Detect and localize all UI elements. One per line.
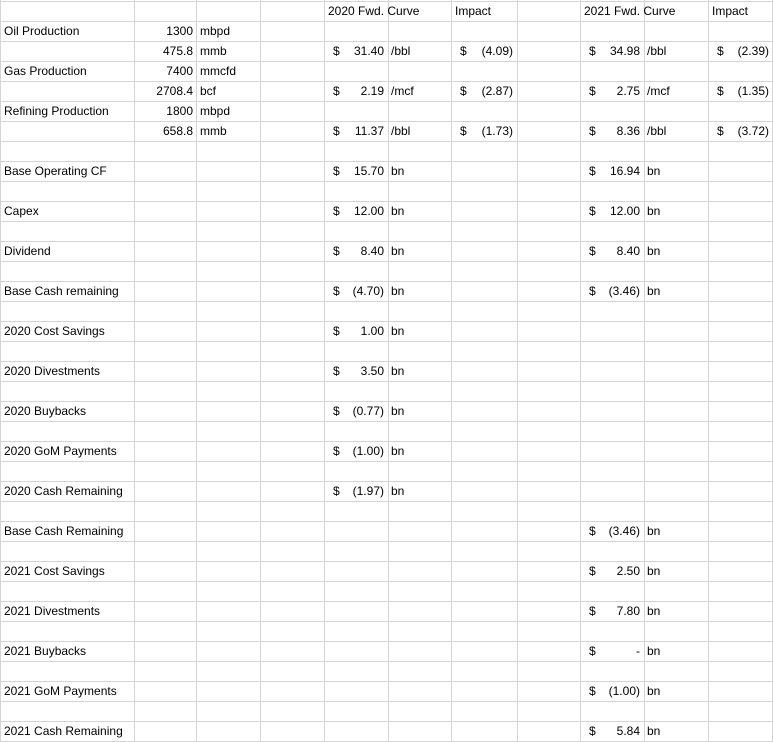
quantity-unit[interactable]: mmb [200, 44, 227, 58]
grid-hline [0, 501, 773, 502]
amount: 31.40 [353, 44, 384, 58]
price-2021-cell[interactable] [589, 41, 640, 61]
quantity-unit[interactable]: mbpd [200, 104, 231, 118]
grid-vline [260, 0, 261, 741]
amount: 8.40 [616, 244, 640, 258]
unit-2021[interactable]: bn [647, 204, 661, 218]
currency-symbol: $ [589, 124, 596, 138]
currency-symbol: $ [333, 484, 340, 498]
unit-2021[interactable]: bn [647, 644, 661, 658]
row-label[interactable]: 2021 Divestments [4, 604, 101, 618]
amount: (4.09) [481, 44, 513, 58]
currency-symbol: $ [589, 44, 596, 58]
currency-symbol: $ [333, 364, 340, 378]
price-2021-cell[interactable] [589, 81, 640, 101]
quantity-value[interactable]: 658.8 [162, 124, 193, 138]
grid-hline [0, 701, 773, 702]
price-2020-cell[interactable] [333, 241, 384, 261]
grid-hline [0, 581, 773, 582]
row-label[interactable]: 2021 Buybacks [4, 644, 87, 658]
unit-2021[interactable]: bn [647, 524, 661, 538]
grid-vline [196, 0, 197, 741]
row-label[interactable]: 2020 Cost Savings [4, 324, 105, 338]
row-label[interactable]: 2021 GoM Payments [4, 684, 117, 698]
price-2020-cell[interactable] [333, 281, 384, 301]
price-2020-cell[interactable] [333, 321, 384, 341]
row-label[interactable]: Base Cash Remaining [4, 524, 124, 538]
grid-hline [0, 361, 773, 362]
currency-symbol: $ [717, 44, 724, 58]
impact-2020-cell[interactable] [460, 81, 513, 101]
grid-hline [0, 661, 773, 662]
impact-2021-cell[interactable] [717, 121, 769, 141]
grid-hline [0, 261, 773, 262]
price-2021-cell[interactable] [589, 161, 640, 181]
unit-2021[interactable]: /bbl [647, 124, 667, 138]
amount: 16.94 [609, 164, 640, 178]
amount: 8.40 [360, 244, 384, 258]
amount: 2.19 [360, 84, 384, 98]
grid-vline [0, 0, 1, 741]
unit-2020[interactable]: bn [391, 284, 405, 298]
unit-2020[interactable]: bn [391, 444, 405, 458]
price-2021-cell[interactable] [589, 121, 640, 141]
price-2020-cell[interactable] [333, 161, 384, 181]
currency-symbol: $ [589, 84, 596, 98]
amount: (1.35) [737, 84, 769, 98]
grid-vline [388, 0, 389, 741]
unit-2020[interactable]: bn [391, 484, 405, 498]
unit-2021[interactable]: /bbl [647, 44, 667, 58]
row-label[interactable]: 2020 Buybacks [4, 404, 87, 418]
currency-symbol: $ [717, 124, 724, 138]
grid-vline [451, 0, 452, 741]
row-label[interactable]: 2021 Cost Savings [4, 564, 105, 578]
row-label[interactable]: 2020 Cash Remaining [4, 484, 123, 498]
quantity-value[interactable]: 1300 [166, 24, 193, 38]
quantity-unit[interactable]: mmb [200, 124, 227, 138]
currency-symbol: $ [333, 84, 340, 98]
row-label[interactable]: Gas Production [4, 64, 87, 78]
amount: 8.36 [616, 124, 640, 138]
grid-hline [0, 221, 773, 222]
quantity-value[interactable]: 2708.4 [156, 84, 193, 98]
header-2021-fwd-curve[interactable]: 2021 Fwd. Curve [584, 4, 676, 18]
grid-hline [0, 541, 773, 542]
price-2020-cell[interactable] [333, 201, 384, 221]
unit-2021[interactable]: bn [647, 244, 661, 258]
currency-symbol: $ [589, 204, 596, 218]
grid-hline [0, 181, 773, 182]
price-2021-cell[interactable] [589, 721, 640, 741]
amount: 3.50 [360, 364, 384, 378]
grid-vline [708, 0, 709, 741]
currency-symbol: $ [589, 604, 596, 618]
grid-hline [0, 621, 773, 622]
unit-2020[interactable]: bn [391, 244, 405, 258]
amount: 15.70 [353, 164, 384, 178]
currency-symbol: $ [460, 44, 467, 58]
currency-symbol: $ [460, 124, 467, 138]
header-2020-fwd-curve[interactable]: 2020 Fwd. Curve [328, 4, 420, 18]
header-2020-impact[interactable]: Impact [455, 4, 492, 18]
currency-symbol: $ [460, 84, 467, 98]
impact-2020-cell[interactable] [460, 121, 513, 141]
amount: 12.00 [609, 204, 640, 218]
unit-2020[interactable]: bn [391, 404, 405, 418]
amount: 12.00 [353, 204, 384, 218]
price-2020-cell[interactable] [333, 81, 384, 101]
currency-symbol: $ [589, 164, 596, 178]
price-2021-cell[interactable] [589, 601, 640, 621]
grid-hline [0, 101, 773, 102]
amount: (1.97) [352, 484, 384, 498]
amount: (2.87) [481, 84, 513, 98]
grid-hline [0, 141, 773, 142]
price-2021-cell[interactable] [589, 281, 640, 301]
impact-2021-cell[interactable] [717, 41, 769, 61]
row-label[interactable]: 2020 GoM Payments [4, 444, 117, 458]
price-2021-cell[interactable] [589, 241, 640, 261]
grid-hline [0, 301, 773, 302]
unit-2020[interactable]: /bbl [391, 44, 411, 58]
grid-vline [324, 0, 325, 741]
price-2021-cell[interactable] [589, 201, 640, 221]
unit-2021[interactable]: /mcf [647, 84, 670, 98]
price-2020-cell[interactable] [333, 121, 384, 141]
unit-2020[interactable]: bn [391, 164, 405, 178]
amount: (3.46) [608, 524, 640, 538]
price-2020-cell[interactable] [333, 441, 384, 461]
unit-2021[interactable]: bn [647, 284, 661, 298]
amount: 34.98 [609, 44, 640, 58]
currency-symbol: $ [333, 324, 340, 338]
impact-2021-cell[interactable] [717, 81, 769, 101]
currency-symbol: $ [333, 124, 340, 138]
row-label[interactable]: 2020 Divestments [4, 364, 101, 378]
price-2020-cell[interactable] [333, 401, 384, 421]
price-2021-cell[interactable] [589, 681, 640, 701]
grid-hline [0, 381, 773, 382]
row-label[interactable]: 2021 Cash Remaining [4, 724, 123, 738]
quantity-value[interactable]: 475.8 [162, 44, 193, 58]
amount: 11.37 [354, 124, 384, 138]
price-2020-cell[interactable] [333, 361, 384, 381]
currency-symbol: $ [589, 564, 596, 578]
currency-symbol: $ [333, 164, 340, 178]
price-2021-cell[interactable] [589, 521, 640, 541]
amount: (3.72) [737, 124, 769, 138]
amount: 2.75 [616, 84, 640, 98]
currency-symbol: $ [333, 444, 340, 458]
amount: (1.00) [352, 444, 384, 458]
currency-symbol: $ [589, 644, 596, 658]
currency-symbol: $ [333, 404, 340, 418]
impact-2020-cell[interactable] [460, 41, 513, 61]
grid-hline [0, 61, 773, 62]
currency-symbol: $ [589, 724, 596, 738]
currency-symbol: $ [333, 284, 340, 298]
unit-2021[interactable]: bn [647, 564, 661, 578]
price-2020-cell[interactable] [333, 41, 384, 61]
row-label[interactable]: Oil Production [4, 24, 80, 38]
amount: (4.70) [352, 284, 384, 298]
grid-hline [0, 21, 773, 22]
grid-vline [644, 0, 645, 741]
unit-2021[interactable]: bn [647, 604, 661, 618]
amount: (2.39) [737, 44, 769, 58]
quantity-unit[interactable]: mbpd [200, 24, 231, 38]
unit-2020[interactable]: /mcf [391, 84, 414, 98]
header-2021-impact[interactable]: Impact [712, 4, 749, 18]
currency-symbol: $ [589, 284, 596, 298]
price-2021-cell[interactable] [589, 641, 640, 661]
amount: 2.50 [616, 564, 640, 578]
unit-2021[interactable]: bn [647, 724, 661, 738]
amount: (0.77) [352, 404, 384, 418]
amount: (1.00) [608, 684, 640, 698]
currency-symbol: $ [333, 244, 340, 258]
grid-vline [517, 0, 518, 741]
quantity-unit[interactable]: mmcfd [200, 64, 236, 78]
price-2021-cell[interactable] [589, 561, 640, 581]
amount: 5.84 [616, 724, 640, 738]
grid-hline [0, 421, 773, 422]
grid-vline [580, 0, 581, 741]
quantity-value[interactable]: 7400 [166, 64, 193, 78]
currency-symbol: $ [589, 524, 596, 538]
currency-symbol: $ [333, 204, 340, 218]
row-label[interactable]: Dividend [4, 244, 51, 258]
quantity-value[interactable]: 1800 [166, 104, 193, 118]
row-label[interactable]: Base Cash remaining [4, 284, 119, 298]
quantity-unit[interactable]: bcf [200, 84, 217, 98]
row-label[interactable]: Refining Production [4, 104, 109, 118]
currency-symbol: $ [717, 84, 724, 98]
unit-2020[interactable]: bn [391, 324, 405, 338]
grid-hline [0, 341, 773, 342]
unit-2020[interactable]: /bbl [391, 124, 411, 138]
currency-symbol: $ [589, 684, 596, 698]
amount: (1.73) [481, 124, 513, 138]
row-label[interactable]: Base Operating CF [4, 164, 107, 178]
unit-2021[interactable]: bn [647, 164, 661, 178]
amount: (3.46) [608, 284, 640, 298]
grid-hline [0, 321, 773, 322]
grid-hline [0, 461, 773, 462]
price-2020-cell[interactable] [333, 481, 384, 501]
row-label[interactable]: Capex [4, 204, 39, 218]
currency-symbol: $ [333, 44, 340, 58]
grid-hline [0, 401, 773, 402]
amount: 7.80 [616, 604, 640, 618]
amount: 1.00 [360, 324, 384, 338]
amount: - [636, 644, 640, 658]
unit-2020[interactable]: bn [391, 204, 405, 218]
currency-symbol: $ [589, 244, 596, 258]
unit-2020[interactable]: bn [391, 364, 405, 378]
unit-2021[interactable]: bn [647, 684, 661, 698]
